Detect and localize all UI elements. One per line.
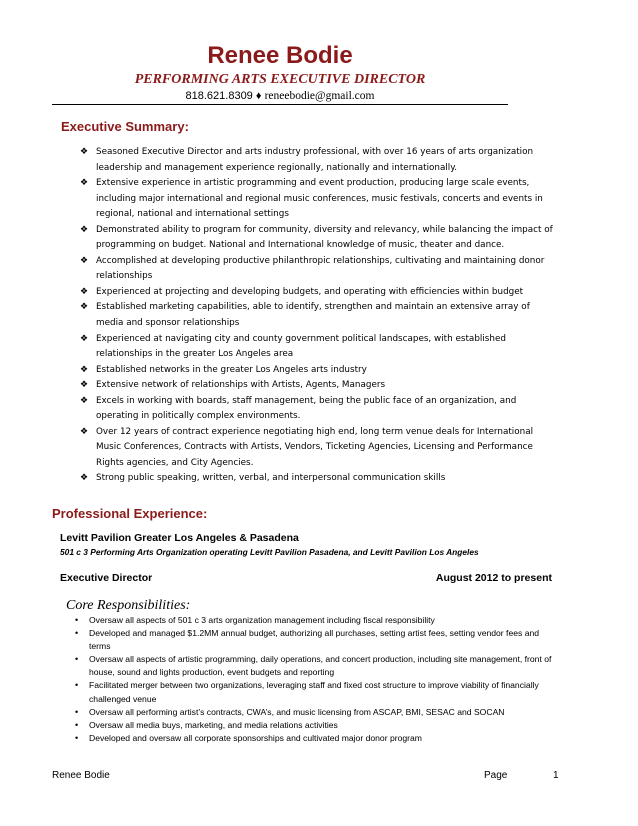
summary-item [78,394,558,425]
summary-list [78,145,558,487]
responsibility-item-text: Developed and managed $1.2MM annual budget, authorizing all purchases, setting artist fees, setting vendor fees and terms [89,628,540,652]
summary-item-text: Strong public speaking, written, verbal, and interpersonal communication skills [96,473,446,484]
dot-bullet-icon: • [75,654,79,665]
summary-item [78,254,558,285]
summary-item-text: Extensive network of relationships with Artists, Agents, Managers [96,380,386,391]
dot-bullet-icon: • [75,706,79,717]
organization-name: Levitt Pavilion Greater Los Angeles & Pasadena [60,532,299,544]
responsibility-item-text: Oversaw all aspects of artistic programming, daily operations, and concert production, including site management, front of house, sound and lights production, event budgets and reporting [89,654,552,678]
summary-item [78,378,558,394]
responsibility-item [75,719,555,732]
summary-item-text: Demonstrated ability to program for community, diversity and relevancy, while balancing the impact of programming on budget. National and International knowledge of music, theater and dance. [96,224,553,251]
summary-item-text: Established networks in the greater Los Angeles arts industry [96,364,367,375]
summary-item-text: Experienced at projecting and developing budgets, and operating with efficiencies within budget [96,286,524,297]
summary-item-text: Experienced at navigating city and county government political landscapes, with established relationships in the greater Los Angeles area [96,333,506,360]
email-address: reneebodie@gmail.com [264,90,375,102]
diamond-bullet-icon: ❖ [79,255,89,266]
dot-bullet-icon: • [75,615,79,625]
responsibility-item-text: Facilitated merger between two organizations, leveraging staff and fixed cost structure to improve viability of financially challenged venue [89,680,539,704]
responsibility-item [75,653,555,679]
dot-bullet-icon: • [75,719,79,730]
responsibility-item-text: Oversaw all media buys, marketing, and media relations activities [89,719,338,730]
diamond-bullet-icon: ❖ [79,333,89,344]
footer-page-number: 1 [553,770,559,781]
diamond-bullet-icon: ❖ [79,147,89,157]
role-title: Executive Director [60,572,153,584]
diamond-separator-icon: ♦ [255,90,262,102]
summary-item [78,471,558,487]
responsibility-item-text: Oversaw all aspects of 501 c 3 arts organization management including fiscal responsibility [89,615,435,625]
responsibility-item [75,627,555,653]
summary-item-text: Extensive experience in artistic programming and event production, producing large scale events, including major international and regional music conferences, music festivals, concerts and events in regional, national and international settings [96,178,543,220]
phone-number: 818.621.8309 [185,90,253,102]
summary-item [78,176,558,223]
diamond-bullet-icon: ❖ [79,224,89,235]
summary-item [78,223,558,254]
summary-item-text: Accomplished at developing productive philanthropic relationships, cultivating and maintaining donor relationships [96,255,545,282]
diamond-bullet-icon: ❖ [79,426,89,437]
diamond-bullet-icon: ❖ [79,302,89,313]
summary-item [78,300,558,331]
experience-heading: Professional Experience: [52,506,208,521]
responsibilities-list [75,614,555,745]
summary-heading: Executive Summary: [61,119,189,134]
summary-item [78,285,558,301]
footer-name: Renee Bodie [52,770,110,781]
summary-item [78,145,558,176]
footer-page-label: Page [484,770,508,781]
role-dates: August 2012 to present [435,572,552,584]
summary-item [78,425,558,472]
responsibility-item-text: Oversaw all performing artist’s contracts, CWA’s, and music licensing from ASCAP, BMI, SESAC and SOCAN [89,706,505,717]
dot-bullet-icon: • [75,628,79,639]
diamond-bullet-icon: ❖ [79,380,89,391]
dot-bullet-icon: • [75,732,79,743]
resume-job-title: PERFORMING ARTS EXECUTIVE DIRECTOR [134,72,426,87]
diamond-bullet-icon: ❖ [79,286,89,297]
summary-item-text: Excels in working with boards, staff management, being the public face of an organization, and operating in politically complex environments. [96,395,517,422]
summary-item [78,363,558,379]
summary-item [78,332,558,363]
core-responsibilities-heading: Core Responsibilities: [66,598,191,613]
responsibility-item [75,732,555,745]
responsibility-item [75,614,555,627]
summary-item-text: Seasoned Executive Director and arts industry professional, with over 16 years of arts organization leadership and management experience regionally, nationally and internationally. [96,147,534,173]
diamond-bullet-icon: ❖ [79,178,89,189]
contact-line [0,89,560,103]
resume-name: Renee Bodie [207,42,353,69]
summary-item-text: Established marketing capabilities, able to identify, strengthen and maintain an extensive array of media and sponsor relationships [96,302,530,329]
diamond-bullet-icon: ❖ [79,395,89,406]
responsibility-item-text: Developed and oversaw all corporate sponsorships and cultivated major donor program [89,732,422,743]
dot-bullet-icon: • [75,680,79,691]
responsibility-item [75,679,555,705]
organization-description: 501 c 3 Performing Arts Organization operating Levitt Pavilion Pasadena, and Levitt Pavilion Los Angeles [60,547,479,557]
header-divider [52,104,508,105]
summary-item-text: Over 12 years of contract experience negotiating high end, long term venue deals for International Music Conferences, Contracts with Artists, Vendors, Ticketing Agencies, Licensing and Performance Rights agencies, and City Agencies. [96,426,534,468]
responsibility-item [75,706,555,719]
diamond-bullet-icon: ❖ [79,473,89,484]
diamond-bullet-icon: ❖ [79,364,89,375]
